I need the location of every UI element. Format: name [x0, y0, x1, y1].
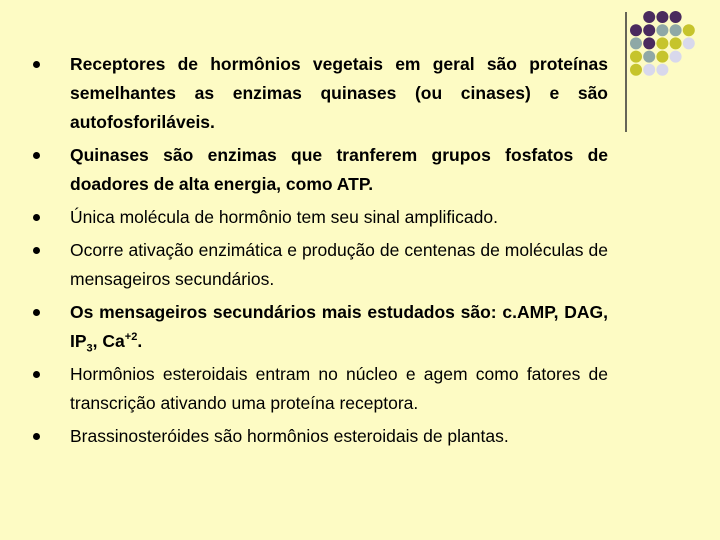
decorative-dot	[656, 64, 668, 76]
bullet-list	[70, 50, 608, 455]
messenger-sep: , Ca	[92, 331, 125, 351]
bullet-steroid-hormones	[70, 360, 608, 418]
bullet-receptors	[70, 50, 608, 137]
bullet-amplification-text: Única molécula de hormônio tem seu sinal amplificado.	[70, 207, 498, 227]
decorative-dot	[670, 51, 682, 63]
bullet-second-messengers	[70, 298, 608, 356]
decorative-dot	[683, 24, 695, 36]
decorative-dot	[670, 37, 682, 49]
decorative-dot	[656, 11, 668, 23]
bullet-amplification	[70, 203, 608, 232]
bullet-steroid-hormones-text: Hormônios esteroidais entram no núcleo e agem como fatores de transcrição ativando uma proteína receptora.	[70, 364, 608, 413]
messenger-camp-dag-ip: c.AMP, DAG, IP	[70, 302, 608, 351]
bullet-brassinosteroids	[70, 422, 608, 451]
decorative-dot	[643, 11, 655, 23]
decorative-dot	[643, 37, 655, 49]
decorative-dot	[630, 24, 642, 36]
decorative-dot	[670, 11, 682, 23]
decorative-dot	[656, 24, 668, 36]
bullet-brassinosteroids-text: Brassinosteróides são hormônios esteroidais de plantas.	[70, 426, 509, 446]
decorative-dot	[656, 37, 668, 49]
bullet-kinases-text: Quinases são enzimas que tranferem grupos fosfatos de doadores de alta energia, como ATP.	[70, 145, 608, 194]
messenger-ca-superscript: +2	[124, 331, 138, 344]
bullet-enzymatic-activation	[70, 236, 608, 294]
decorative-dot	[630, 51, 642, 63]
decorative-dot	[643, 24, 655, 36]
decorative-dot	[643, 64, 655, 76]
messenger-ip-subscript: 3	[86, 342, 93, 355]
messenger-end: .	[137, 331, 143, 351]
bullet-receptors-text: Receptores de hormônios vegetais em geral são proteínas semelhantes as enzimas quinases (ou cinases) e são autofosforiláveis.	[70, 54, 608, 132]
decorative-dot	[683, 37, 695, 49]
decorative-dot	[670, 24, 682, 36]
decorative-dot	[656, 51, 668, 63]
bullet-kinases	[70, 141, 608, 199]
bullet-second-messengers-text: Os mensageiros secundários mais estudados são:	[70, 302, 497, 322]
bullet-enzymatic-activation-text: Ocorre ativação enzimática e produção de centenas de moléculas de mensageiros secundários.	[70, 240, 608, 289]
decorative-dot	[630, 64, 642, 76]
decorative-dot	[630, 37, 642, 49]
decorative-dot	[643, 51, 655, 63]
